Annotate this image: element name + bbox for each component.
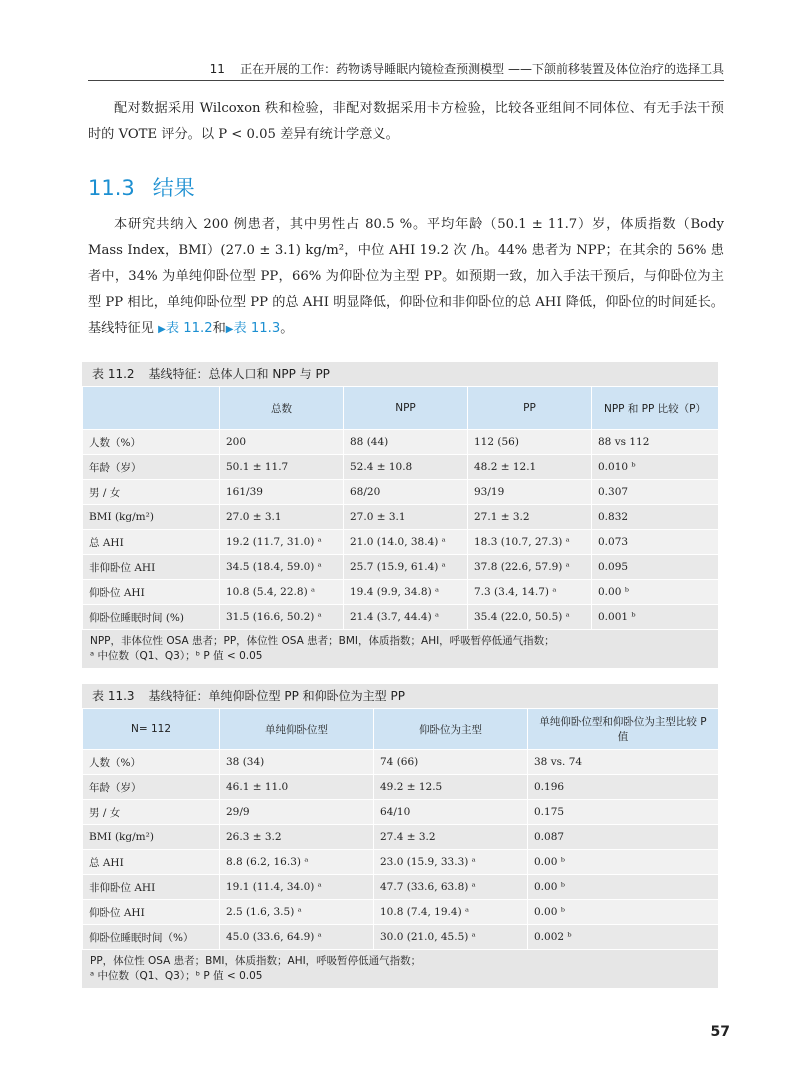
table-cell: 0.087: [528, 825, 719, 850]
table-cell: 10.8 (7.4, 19.4) ᵃ: [374, 900, 528, 925]
table-cell: 18.3 (10.7, 27.3) ᵃ: [468, 530, 592, 555]
table-cell: 7.3 (3.4, 14.7) ᵃ: [468, 580, 592, 605]
table-cell: 35.4 (22.0, 50.5) ᵃ: [468, 605, 592, 630]
table-cell: 10.8 (5.4, 22.8) ᵃ: [220, 580, 344, 605]
table-cell: 38 (34): [220, 750, 374, 775]
table-cell: 0.00 ᵇ: [528, 900, 719, 925]
section-title: 结果: [152, 176, 195, 200]
table-11-2-grid: [82, 386, 719, 630]
table-cell: 0.00 ᵇ: [528, 875, 719, 900]
table-cell: 200: [220, 430, 344, 455]
table-row: [83, 555, 719, 580]
table-cell: 21.0 (14.0, 38.4) ᵃ: [344, 530, 468, 555]
row-label: 人数（%）: [83, 430, 220, 455]
table-cell: 48.2 ± 12.1: [468, 455, 592, 480]
table-cell: 0.073: [592, 530, 719, 555]
row-label: 非仰卧位 AHI: [83, 555, 220, 580]
results-paragraph: [88, 212, 724, 343]
table-row: [83, 455, 719, 480]
table-cell: 0.002 ᵇ: [528, 925, 719, 950]
page-number: 57: [710, 1024, 730, 1040]
row-label: 人数（%）: [83, 750, 220, 775]
table-row: [83, 480, 719, 505]
row-label: 非仰卧位 AHI: [83, 875, 220, 900]
col-header: NPP: [344, 387, 468, 430]
table-cell: 49.2 ± 12.5: [374, 775, 528, 800]
table-cell: 27.0 ± 3.1: [344, 505, 468, 530]
table-cell: 0.00 ᵇ: [592, 580, 719, 605]
table-caption: 基线特征：总体人口和 NPP 与 PP: [148, 367, 330, 381]
table-cell: 74 (66): [374, 750, 528, 775]
table-cell: 29/9: [220, 800, 374, 825]
row-label: BMI (kg/m²): [83, 505, 220, 530]
chapter-number: 11: [209, 62, 225, 76]
footnote-marks: ᵃ 中位数（Q1、Q3）；ᵇ P 值 < 0.05: [90, 650, 263, 662]
table-header-row: [83, 709, 719, 750]
table-row: [83, 775, 719, 800]
table-cell: 27.1 ± 3.2: [468, 505, 592, 530]
table-cell: 27.0 ± 3.1: [220, 505, 344, 530]
section-heading: [88, 172, 195, 202]
table-cell: 30.0 (21.0, 45.5) ᵃ: [374, 925, 528, 950]
table-cell: 45.0 (33.6, 64.9) ᵃ: [220, 925, 374, 950]
table-cell: 34.5 (18.4, 59.0) ᵃ: [220, 555, 344, 580]
table-cell: 38 vs. 74: [528, 750, 719, 775]
arrow-icon: ▶: [158, 324, 166, 335]
table-cell: 2.5 (1.6, 3.5) ᵃ: [220, 900, 374, 925]
section-number: 11.3: [88, 176, 135, 200]
col-header: 仰卧位为主型: [374, 709, 528, 750]
table-cell: 26.3 ± 3.2: [220, 825, 374, 850]
table-cell: 19.1 (11.4, 34.0) ᵃ: [220, 875, 374, 900]
row-label: BMI (kg/m²): [83, 825, 220, 850]
table-cell: 21.4 (3.7, 44.4) ᵃ: [344, 605, 468, 630]
table-cell: 0.00 ᵇ: [528, 850, 719, 875]
table-cell: 31.5 (16.6, 50.2) ᵃ: [220, 605, 344, 630]
table-cell: 46.1 ± 11.0: [220, 775, 374, 800]
table-cell: 88 vs 112: [592, 430, 719, 455]
table-cell: 64/10: [374, 800, 528, 825]
table-11-2-title: [82, 362, 718, 386]
row-label: 总 AHI: [83, 530, 220, 555]
row-label: 男 / 女: [83, 480, 220, 505]
row-label: 仰卧位睡眠时间（%）: [83, 925, 220, 950]
row-label: 男 / 女: [83, 800, 220, 825]
table-11-2-link[interactable]: 表 11.2: [165, 321, 213, 336]
col-header: NPP 和 PP 比较（P）: [592, 387, 719, 430]
table-row: [83, 925, 719, 950]
col-header: 单纯仰卧位型: [220, 709, 374, 750]
table-cell: 50.1 ± 11.7: [220, 455, 344, 480]
table-cell: 0.175: [528, 800, 719, 825]
table-cell: 0.010 ᵇ: [592, 455, 719, 480]
chapter-title: 正在开展的工作：药物诱导睡眠内镜检查预测模型 ——下颌前移装置及体位治疗的选择工具: [240, 62, 724, 76]
row-label: 仰卧位 AHI: [83, 580, 220, 605]
row-label: 仰卧位睡眠时间 (%): [83, 605, 220, 630]
table-cell: 0.196: [528, 775, 719, 800]
table-row: [83, 900, 719, 925]
table-cell: 37.8 (22.6, 57.9) ᵃ: [468, 555, 592, 580]
table-11-2: [82, 362, 718, 668]
table-cell: 27.4 ± 3.2: [374, 825, 528, 850]
and-text: 和: [212, 321, 226, 336]
table-cell: 161/39: [220, 480, 344, 505]
table-cell: 47.7 (33.6, 63.8) ᵃ: [374, 875, 528, 900]
table-row: [83, 505, 719, 530]
header-rule: [88, 80, 724, 81]
table-cell: 19.2 (11.7, 31.0) ᵃ: [220, 530, 344, 555]
table-cell: 0.832: [592, 505, 719, 530]
running-header: [88, 60, 724, 77]
table-cell: 8.8 (6.2, 16.3) ᵃ: [220, 850, 374, 875]
table-row: [83, 430, 719, 455]
footnote-abbrev: NPP，非体位性 OSA 患者；PP，体位性 OSA 患者；BMI，体质指数；AHI，呼吸暂停低通气指数；: [90, 635, 555, 647]
table-header-row: [83, 387, 719, 430]
table-cell: 19.4 (9.9, 34.8) ᵃ: [344, 580, 468, 605]
col-header: PP: [468, 387, 592, 430]
intro-paragraph: 配对数据采用 Wilcoxon 秩和检验，非配对数据采用卡方检验，比较各亚组间不同体位、有无手法干预时的 VOTE 评分。以 P < 0.05 差异有统计学意义。: [88, 101, 724, 142]
row-label: 年龄（岁）: [83, 455, 220, 480]
results-text: 本研究共纳入 200 例患者，其中男性占 80.5 %。平均年龄（50.1 ± 11.7）岁，体质指数（Body Mass Index，BMI）(27.0 ± 3.1) kg/m²，中位 AHI 19.2 次 /h。44% 患者为 NPP；在其余的 56% 患者中，34% 为单纯仰卧位型 PP，66% 为仰卧位为主型 PP。如预期一致，加入手法干预后，与仰卧位为主型 PP 相比，单纯仰卧位型 PP 的总 AHI 明显降低，仰卧位和非仰卧位的总 AHI 降低，仰卧位的时间延长。基线特征见: [88, 217, 724, 336]
table-row: [83, 800, 719, 825]
table-11-3-footnote: [82, 950, 718, 988]
table-cell: 52.4 ± 10.8: [344, 455, 468, 480]
table-11-3-title: [82, 684, 718, 708]
table-cell: 0.307: [592, 480, 719, 505]
table-cell: 112 (56): [468, 430, 592, 455]
table-label: 表 11.2: [92, 367, 135, 381]
table-11-3: [82, 684, 718, 988]
table-row: [83, 530, 719, 555]
footnote-marks: ᵃ 中位数（Q1、Q3）；ᵇ P 值 < 0.05: [90, 970, 263, 982]
footnote-abbrev: PP，体位性 OSA 患者；BMI，体质指数；AHI，呼吸暂停低通气指数；: [90, 955, 422, 967]
table-cell: 93/19: [468, 480, 592, 505]
table-cell: 25.7 (15.9, 61.4) ᵃ: [344, 555, 468, 580]
table-cell: 0.095: [592, 555, 719, 580]
table-row: [83, 605, 719, 630]
table-row: [83, 875, 719, 900]
table-row: [83, 850, 719, 875]
table-11-2-footnote: [82, 630, 718, 668]
table-11-3-grid: [82, 708, 719, 950]
table-label: 表 11.3: [92, 689, 135, 703]
col-header: [83, 387, 220, 430]
col-header: N= 112: [83, 709, 220, 750]
table-cell: 23.0 (15.9, 33.3) ᵃ: [374, 850, 528, 875]
table-row: [83, 580, 719, 605]
arrow-icon: ▶: [225, 324, 234, 335]
row-label: 仰卧位 AHI: [83, 900, 220, 925]
period-text: 。: [280, 321, 294, 336]
table-row: [83, 825, 719, 850]
table-row: [83, 750, 719, 775]
table-11-3-link[interactable]: 表 11.3: [233, 321, 281, 336]
row-label: 总 AHI: [83, 850, 220, 875]
row-label: 年龄（岁）: [83, 775, 220, 800]
table-cell: 68/20: [344, 480, 468, 505]
col-header: 单纯仰卧位型和仰卧位为主型比较 P 值: [528, 709, 719, 750]
col-header: 总数: [220, 387, 344, 430]
table-cell: 0.001 ᵇ: [592, 605, 719, 630]
table-cell: 88 (44): [344, 430, 468, 455]
table-caption: 基线特征：单纯仰卧位型 PP 和仰卧位为主型 PP: [148, 689, 405, 703]
